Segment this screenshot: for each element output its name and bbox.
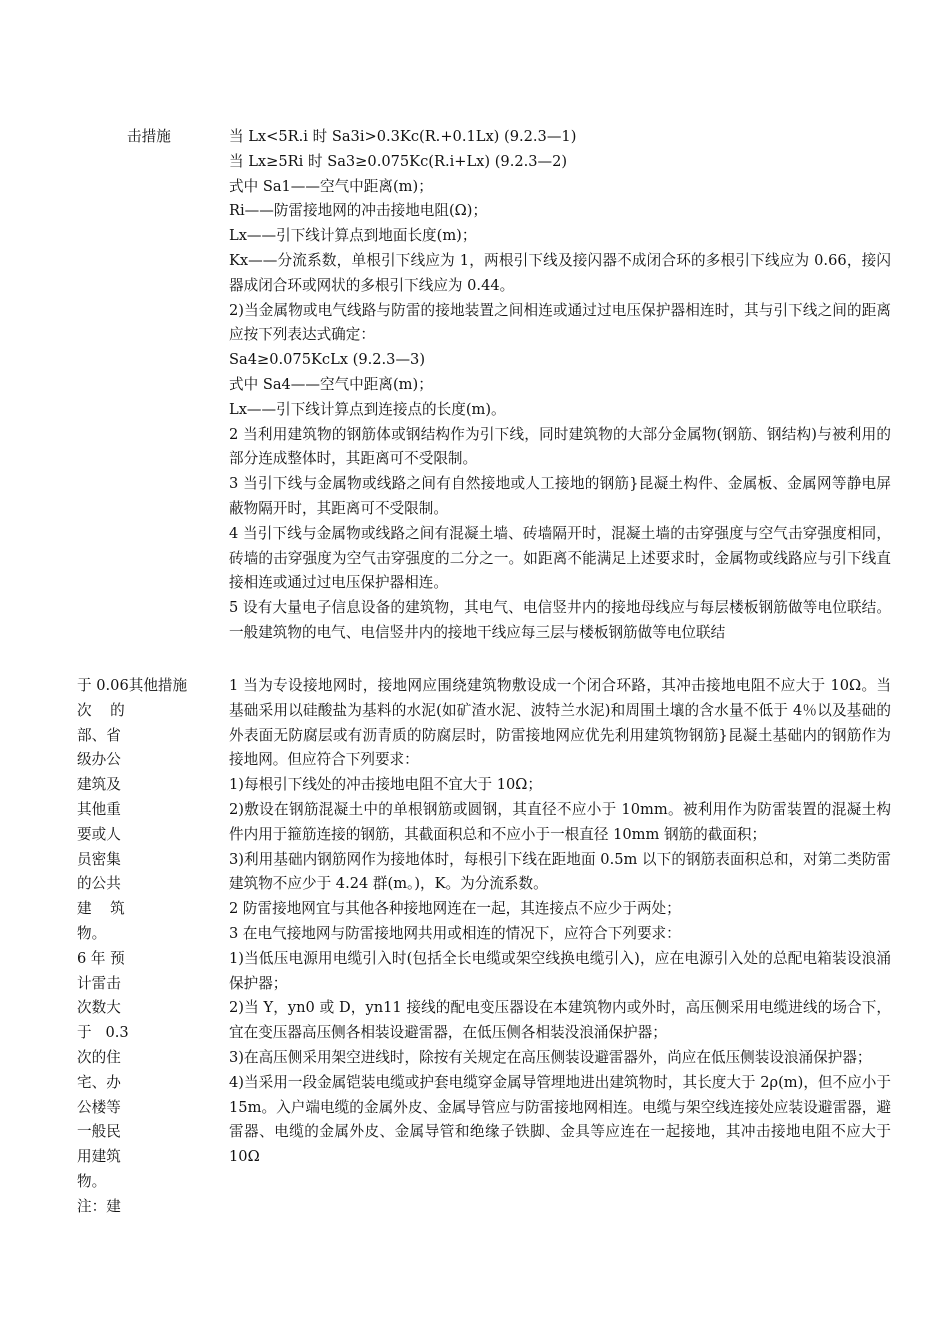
label-line: 次的住 [77, 1048, 121, 1066]
label-line: 其他重 [77, 800, 121, 818]
label-line: 宅、办 [77, 1073, 121, 1091]
label-line: 次数大 [77, 999, 121, 1017]
text-line: 当 Lx≥5Ri 时 Sa3≥0.075Kc(R.i+Lx) (9.2.3—2) [229, 152, 568, 170]
text-paragraph: 4)当采用一段金属铠装电缆或护套电缆穿金属导管埋地进出建筑物时，其长度大于 2ρ(m)，但不应小于 15m。入户端电缆的金属外皮、金属导管应与防雷接地网相连。电缆与架空线连接处应装设避雷器，避雷器、电缆的金属外皮、金属导管和绝缘子铁脚、金具等应连在一起接地，其冲击接地电阻不应大于 10Ω [229, 1073, 891, 1166]
label-line: 建 筑 [77, 900, 125, 918]
text-line: Sa4≥0.075KcLx (9.2.3—3) [229, 351, 426, 369]
label-line: 建筑及 [77, 776, 121, 794]
text-line: 3 在电气接地网与防雷接地网共用或相连的情况下，应符合下列要求： [229, 924, 681, 942]
section2-label [77, 674, 201, 1220]
text-line: Lx——引下线计算点到连接点的长度(m)。 [229, 400, 506, 418]
label-line: 注：建 [77, 1197, 121, 1215]
text-paragraph: 3 当引下线与金属物或线路之间有自然接地或人工接地的钢筋}昆凝土构件、金属板、金属网等静电屏蔽物隔开时，其距离可不受限制。 [229, 475, 891, 517]
text-paragraph: 2)当金属物或电气线路与防雷的接地装置之间相连或通过过电压保护器相连时，其与引下线之间的距离应按下列表达式确定： [229, 301, 891, 344]
text-paragraph: 4 当引下线与金属物或线路之间有混凝土墙、砖墙隔开时，混凝土墙的击穿强度与空气击穿强度相同，砖墙的击穿强度为空气击穿强度的二分之一。如距离不能满足上述要求时，金属物或线路应与引下线直接相连或通过过电压保护器相连。 [229, 524, 891, 592]
text-paragraph: 3)利用基础内钢筋网作为接地体时，每根引下线在距地面 0.5m 以下的钢筋表面积总和，对第二类防雷建筑物不应少于 4.24 群(m。)，K。为分流系数。 [229, 850, 891, 893]
label-line: 次 的 [77, 701, 125, 719]
label-line: 的公共 [77, 875, 121, 893]
text-line: 式中 Sa4——空气中距离(m)； [229, 375, 433, 393]
label-line: 6 年 预 [77, 949, 125, 967]
text-paragraph: Kx——分流系数，单根引下线应为 1，两根引下线及接闪器不成闭合环的多根引下线应为 0.66，接闪器成闭合环或网状的多根引下线应为 0.44。 [229, 251, 891, 294]
text-line: Lx——引下线计算点到地面长度(m)； [229, 227, 477, 245]
label-line: 物。 [77, 1172, 107, 1190]
text-paragraph: 1)当低压电源用电缆引入时(包括全长电缆或架空线换电缆引入)，应在电源引入处的总配电箱装设浪涌保护器； [229, 949, 891, 992]
label-line: 计雷击 [77, 974, 121, 992]
text-paragraph: 3)在高压侧采用架空进线时，除按有关规定在高压侧装设避雷器外，尚应在低压侧装设浪涌保护器； [229, 1048, 872, 1066]
section1-label-text: 击措施 [127, 128, 171, 145]
text-line: Ri——防雷接地网的冲击接地电阻(Ω)； [229, 202, 488, 220]
text-paragraph: 2)敷设在钢筋混凝土中的单根钢筋或圆钢，其直径不应小于 10mm。被利用作为防雷装置的混凝土构件内用于箍筋连接的钢筋，其截面积总和不应小于一根直径 10mm 钢筋的截面积； [229, 800, 891, 843]
text-line: 式中 Sa1——空气中距离(m)； [229, 177, 433, 195]
label-line: 公楼等 [77, 1098, 121, 1116]
label-line: 于 0.06其他措施 [77, 677, 188, 694]
label-line: 级办公 [77, 751, 121, 769]
section1-body [229, 125, 891, 646]
label-line: 物。 [77, 924, 107, 942]
section2-body [229, 674, 891, 1170]
label-line: 部、省 [77, 726, 121, 744]
label-line: 于 0.3 [77, 1024, 129, 1042]
label-line: 员密集 [77, 850, 121, 868]
text-line: 1)每根引下线处的冲击接地电阻不宜大于 10Ω； [229, 776, 542, 794]
text-paragraph: 2)当 Y，yn0 或 D，yn11 接线的配电变压器设在本建筑物内或外时，高压侧采用电缆进线的场合下，宜在变压器高压侧各相装设避雷器，在低压侧各相装没浪涌保护器； [229, 999, 891, 1042]
text-line: 2 防雷接地网宜与其他各种接地网连在一起，其连接点不应少于两处； [229, 900, 681, 918]
label-line: 要或人 [77, 825, 121, 843]
text-line: 当 Lx<5R.i 时 Sa3i>0.3Kc(R.+0.1Lx) (9.2.3—1) [229, 128, 577, 145]
label-line: 一般民 [77, 1123, 121, 1141]
text-paragraph: 2 当利用建筑物的钢筋体或钢结构作为引下线，同时建筑物的大部分金属物(钢筋、钢结构)与被利用的部分连成整体时，其距离可不受限制。 [229, 425, 891, 468]
text-paragraph: 5 设有大量电子信息设备的建筑物，其电气、电信竖井内的接地母线应与每层楼板钢筋做等电位联结。一般建筑物的电气、电信竖井内的接地干线应每三层与楼板钢筋做等电位联结 [229, 599, 891, 641]
section1-label [127, 125, 207, 150]
text-paragraph: 1 当为专设接地网时，接地网应围绕建筑物敷设成一个闭合环路，其冲击接地电阻不应大于 10Ω。当基础采用以硅酸盐为基料的水泥(如矿渣水泥、波特兰水泥)和周围土壤的含水量不低于 4％以及基础的外表面无防腐层或有沥青质的防腐层时，防雷接地网应优先利用建筑物钢筋}昆凝土基础内的钢筋作为接地网。但应符合下列要求： [229, 677, 891, 769]
label-line: 用建筑 [77, 1148, 121, 1166]
